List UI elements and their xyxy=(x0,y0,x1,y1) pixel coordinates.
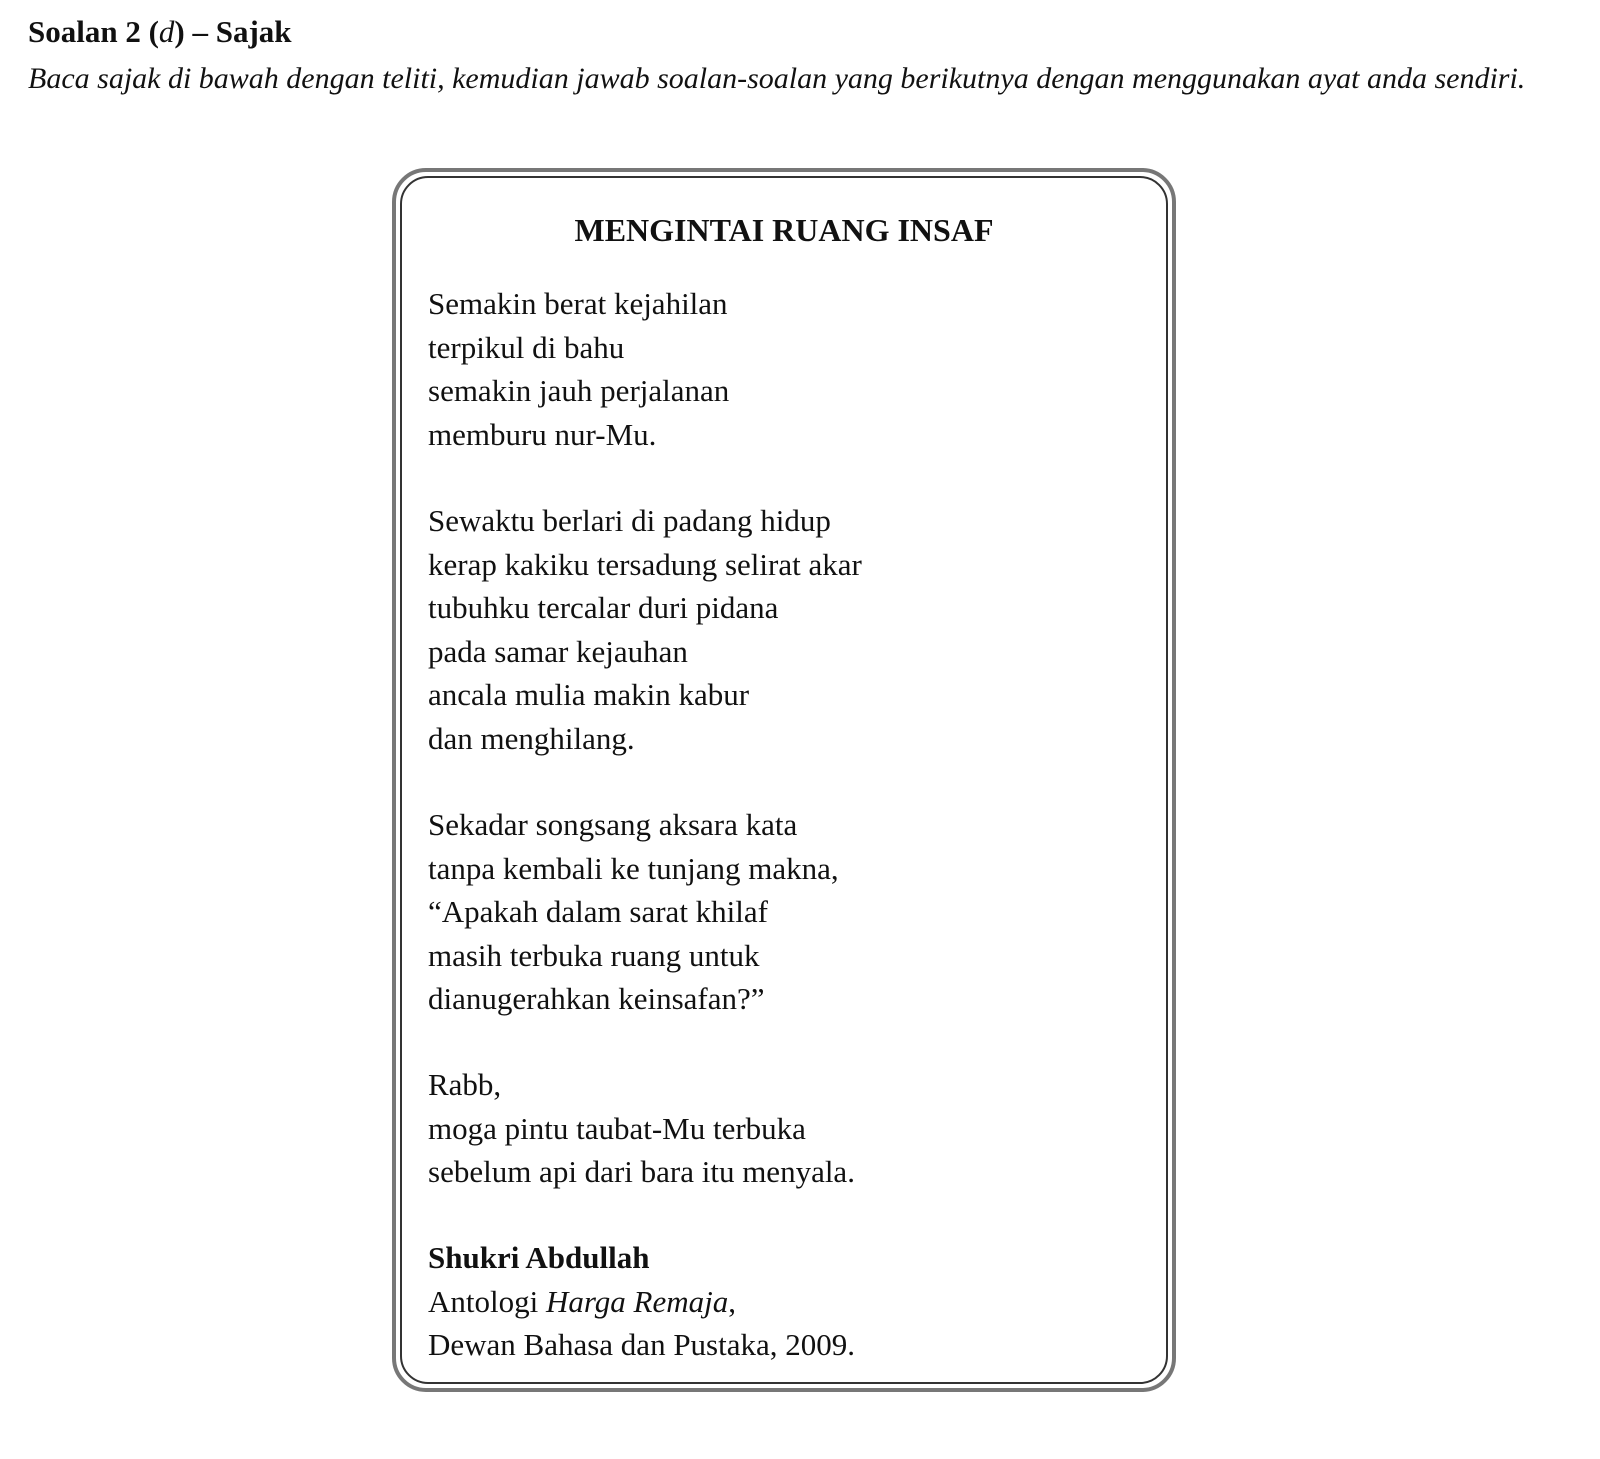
question-heading xyxy=(28,14,292,50)
poem-line: dan menghilang. xyxy=(428,720,635,756)
poem-title: MENGINTAI RUANG INSAF xyxy=(574,212,994,248)
poem-line: memburu nur-Mu. xyxy=(428,416,657,452)
anthology-prefix: Antologi xyxy=(428,1283,546,1319)
heading-suffix: ) – Sajak xyxy=(174,14,292,49)
poem-line: Semakin berat kejahilan xyxy=(428,286,728,321)
stanza-3 xyxy=(428,803,839,1021)
poem-line: pada samar kejauhan xyxy=(428,633,688,669)
poem-source xyxy=(428,1236,855,1367)
poem-line: sebelum api dari bara itu menyala. xyxy=(428,1154,855,1189)
poem-line: tanpa kembali ke tunjang makna, xyxy=(428,850,839,886)
poem-line: Rabb, xyxy=(428,1067,502,1102)
poem-line: moga pintu taubat-Mu terbuka xyxy=(428,1110,806,1146)
poem-line: “Apakah dalam sarat khilaf xyxy=(428,894,768,929)
poem-line: ancala mulia makin kabur xyxy=(428,677,750,712)
poem-line: dianugerahkan keinsafan?” xyxy=(428,981,765,1016)
stanza-1 xyxy=(428,282,729,456)
heading-letter: d xyxy=(158,14,175,49)
poem-box xyxy=(392,168,1176,1392)
stanza-2 xyxy=(428,499,862,760)
poem-line: semakin jauh perjalanan xyxy=(428,373,730,408)
anthology-line xyxy=(428,1280,855,1324)
stanza-4 xyxy=(428,1063,855,1194)
poem-line: terpikul di bahu xyxy=(428,329,625,365)
anthology-suffix: , xyxy=(728,1283,736,1319)
poem-author: Shukri Abdullah xyxy=(428,1240,650,1275)
poem-line: tubuhku tercalar duri pidana xyxy=(428,590,779,625)
anthology-title: Harga Remaja xyxy=(545,1283,729,1319)
poem-line: Sewaktu berlari di padang hidup xyxy=(428,503,831,538)
poem-line: kerap kakiku tersadung selirat akar xyxy=(428,546,862,582)
heading-prefix: Soalan 2 ( xyxy=(28,14,159,49)
poem-line: masih terbuka ruang untuk xyxy=(428,937,760,973)
publisher-line: Dewan Bahasa dan Pustaka, 2009. xyxy=(428,1327,856,1362)
instruction-text: Baca sajak di bawah dengan teliti, kemudian jawab soalan-soalan yang berikutnya dengan menggunakan ayat anda sendiri. xyxy=(28,62,1526,95)
poem-line: Sekadar songsang aksara kata xyxy=(428,807,798,842)
